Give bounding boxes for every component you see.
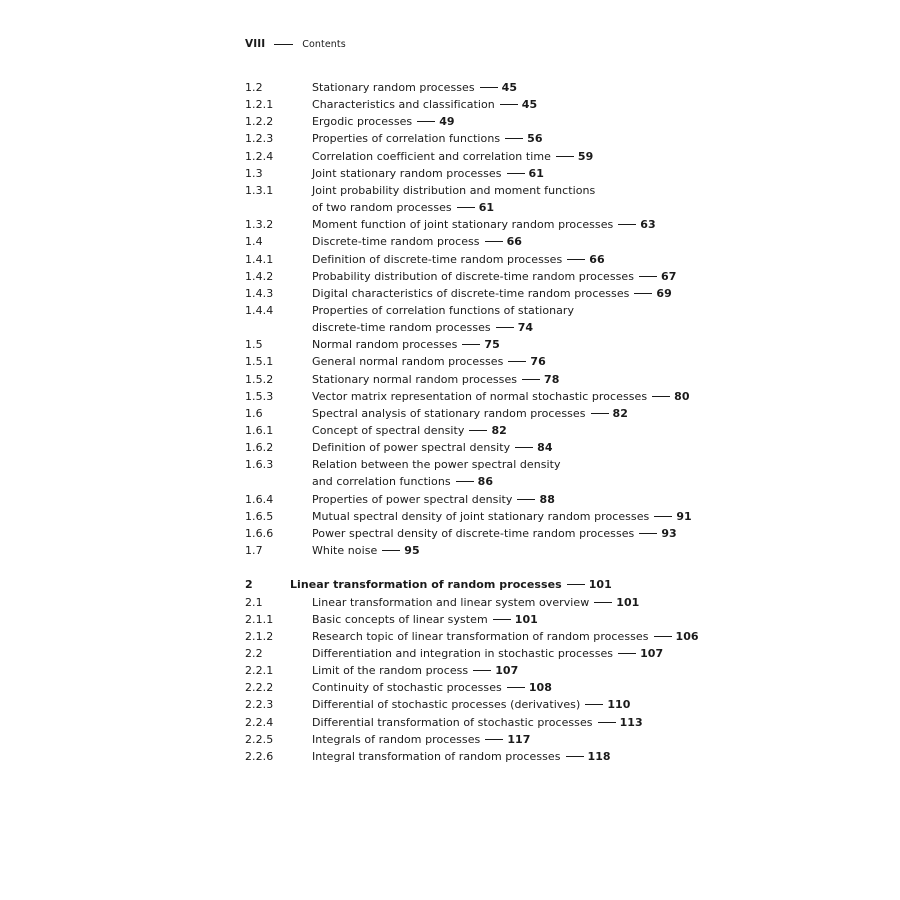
toc-entry-title-text: Characteristics and classification bbox=[312, 98, 495, 112]
toc-entry-number: 1.5 bbox=[245, 338, 263, 352]
toc-entry-title-text: Differentiation and integration in stochastic processes bbox=[312, 646, 614, 660]
toc-entry-number: 1.7 bbox=[245, 544, 263, 558]
toc-entry-title bbox=[312, 662, 518, 679]
toc-entry-title-text: Joint probability distribution and moment functions bbox=[312, 183, 596, 197]
toc-entry-title bbox=[312, 388, 690, 405]
toc-entry-page: 61 bbox=[478, 201, 495, 215]
toc-entry-title bbox=[312, 96, 537, 113]
toc-entry-number: 1.2.4 bbox=[245, 149, 274, 163]
toc-entry-page: 110 bbox=[607, 698, 631, 712]
toc-entry-number: 1.5.3 bbox=[245, 389, 274, 403]
toc-leader-dash bbox=[652, 396, 670, 397]
toc-entry-number: 1.2.3 bbox=[245, 132, 274, 146]
toc-entry-title bbox=[312, 491, 555, 508]
toc-entry-number: 1.6.2 bbox=[245, 441, 274, 455]
toc-entry-title bbox=[312, 645, 663, 662]
toc-entry-number: 2.1.2 bbox=[245, 629, 274, 643]
toc-leader-dash bbox=[456, 481, 474, 482]
toc-leader-dash bbox=[480, 87, 498, 88]
toc-entry-title bbox=[312, 473, 493, 490]
toc-leader-dash bbox=[485, 739, 503, 740]
toc-entry-page: 91 bbox=[676, 509, 692, 523]
toc-entry-page: 82 bbox=[491, 424, 507, 437]
toc-leader-dash bbox=[473, 670, 491, 671]
toc-entry-title-text: Stationary random processes bbox=[312, 81, 475, 94]
toc-entry-title-text: Research topic of linear transformation of random processes bbox=[312, 629, 649, 643]
toc-entry-page: 56 bbox=[527, 132, 543, 146]
toc-entry-title-text: discrete-time random processes bbox=[312, 321, 491, 335]
toc-entry-page: 118 bbox=[587, 749, 611, 763]
toc-entry-page: 75 bbox=[484, 338, 500, 352]
toc-leader-dash bbox=[485, 241, 503, 242]
toc-entry-title-text: Definition of power spectral density bbox=[312, 441, 511, 455]
toc-leader-dash bbox=[567, 259, 585, 260]
toc-entry-title-text: Digital characteristics of discrete-time random processes bbox=[312, 286, 630, 300]
toc-entry-number: 1.6.4 bbox=[245, 492, 274, 506]
toc-leader-dash bbox=[500, 104, 518, 105]
toc-leader-dash bbox=[507, 173, 525, 174]
page-number: VIII bbox=[245, 38, 266, 50]
toc-entry-page: 88 bbox=[539, 492, 555, 506]
toc-entry-title bbox=[312, 130, 543, 147]
toc-entry-number: 1.6.5 bbox=[245, 509, 274, 523]
running-head-dash bbox=[274, 44, 293, 45]
toc-entry-number: 1.6.6 bbox=[245, 526, 274, 540]
toc-entry-title bbox=[312, 216, 656, 233]
toc-entry-number: 2.2.4 bbox=[245, 715, 274, 729]
toc-entry-title-text: Properties of correlation functions bbox=[312, 132, 501, 146]
toc-leader-dash bbox=[508, 361, 526, 362]
toc-entry-title bbox=[312, 422, 507, 439]
toc-entry-title-text: Power spectral density of discrete-time random processes bbox=[312, 526, 635, 540]
toc-entry-title bbox=[312, 731, 530, 748]
toc-entry-page: 101 bbox=[588, 578, 612, 592]
toc-entry-number: 1.4.4 bbox=[245, 303, 274, 317]
toc-entry-page: 95 bbox=[404, 544, 420, 558]
toc-entry-title-text: Mutual spectral density of joint stationary random processes bbox=[312, 509, 650, 523]
toc-entry-title bbox=[312, 148, 593, 165]
toc-entry-title-text: Differential transformation of stochastic processes bbox=[312, 715, 593, 729]
toc-entry-title bbox=[312, 456, 561, 473]
toc-entry-number: 1.4 bbox=[245, 235, 263, 249]
toc-leader-dash bbox=[639, 533, 657, 534]
toc-entry-title-text: Properties of correlation functions of stationary bbox=[312, 303, 575, 317]
toc-entry-number: 2.2.2 bbox=[245, 681, 274, 695]
toc-leader-dash bbox=[462, 344, 480, 345]
toc-entry-title bbox=[312, 508, 692, 525]
toc-entry-number: 2.2.6 bbox=[245, 749, 274, 763]
toc-entry-page: 101 bbox=[514, 612, 538, 626]
toc-entry-title-text: Properties of power spectral density bbox=[312, 492, 513, 506]
toc-entry-title-text: Vector matrix representation of normal stochastic processes bbox=[312, 389, 648, 403]
toc-entry-number: 1.2 bbox=[245, 81, 263, 94]
toc-entry-number: 2.2 bbox=[245, 646, 263, 660]
toc-leader-dash bbox=[556, 156, 574, 157]
toc-entry-title-text: Joint stationary random processes bbox=[312, 166, 502, 180]
toc-entry-title bbox=[312, 353, 546, 370]
toc-entry-title bbox=[312, 525, 677, 542]
toc-entry-page: 86 bbox=[477, 475, 494, 489]
toc-entry-page: 106 bbox=[675, 629, 699, 643]
toc-entry-title-text: Limit of the random process bbox=[312, 664, 469, 678]
toc-entry-title bbox=[312, 302, 574, 319]
toc-entry-title bbox=[312, 268, 676, 285]
toc-entry-number: 2.2.3 bbox=[245, 698, 274, 712]
toc-leader-dash bbox=[639, 276, 657, 277]
toc-entry-title-text: Moment function of joint stationary random processes bbox=[312, 218, 614, 232]
toc-leader-dash bbox=[654, 636, 672, 637]
toc-entry-number: 1.5.2 bbox=[245, 372, 274, 386]
toc-leader-dash bbox=[417, 121, 435, 122]
toc-entry-number: 1.6.1 bbox=[245, 424, 274, 437]
toc-entry-page: 101 bbox=[616, 595, 640, 609]
toc-entry-number: 1.6.3 bbox=[245, 458, 274, 472]
toc-entry-page: 84 bbox=[537, 441, 553, 455]
toc-entry-number: 2.2.5 bbox=[245, 732, 274, 746]
toc-entry-number: 1.3.1 bbox=[245, 183, 274, 197]
toc-entry-title bbox=[312, 182, 595, 199]
toc-entry-title bbox=[312, 285, 672, 302]
toc-entry-title-text: Concept of spectral density bbox=[312, 424, 465, 437]
toc-leader-dash bbox=[507, 687, 525, 688]
toc-entry-page: 45 bbox=[501, 81, 518, 94]
toc-entry-page: 80 bbox=[674, 389, 690, 403]
toc-leader-dash bbox=[493, 619, 511, 620]
toc-entry-number: 1.6 bbox=[245, 406, 263, 420]
toc-entry-title-text: Differential of stochastic processes (derivatives) bbox=[312, 698, 581, 712]
toc-entry-page: 66 bbox=[506, 235, 523, 249]
toc-entry-title-text: Integral transformation of random processes bbox=[312, 749, 561, 763]
toc-entry-title-text: Ergodic processes bbox=[312, 115, 413, 129]
toc-entry-number: 1.4.1 bbox=[245, 252, 274, 266]
toc-leader-dash bbox=[382, 550, 400, 551]
toc-entry-title-text: Relation between the power spectral density bbox=[312, 458, 561, 472]
toc-entry-number: 1.4.2 bbox=[245, 269, 274, 283]
toc-entry-title bbox=[312, 405, 628, 422]
toc-entry-page: 93 bbox=[661, 526, 677, 540]
toc-entry-title bbox=[312, 233, 522, 250]
toc-entry-number: 2.2.1 bbox=[245, 664, 274, 678]
toc-entry-title bbox=[312, 371, 559, 388]
toc-entry-title bbox=[312, 439, 553, 456]
toc-entry-title bbox=[312, 594, 639, 611]
toc-entry-title bbox=[312, 336, 500, 353]
running-head-section: Contents bbox=[302, 38, 346, 50]
toc-entry-title-text: Discrete-time random process bbox=[312, 235, 480, 249]
toc-leader-dash bbox=[566, 756, 584, 757]
toc-entry-title-text: Spectral analysis of stationary random processes bbox=[312, 406, 586, 420]
toc-entry-title-text: of two random processes bbox=[312, 201, 452, 215]
toc-entry-title-text: General normal random processes bbox=[312, 355, 504, 369]
toc-entry-page: 45 bbox=[521, 98, 538, 112]
toc-entry-number: 2 bbox=[245, 578, 253, 592]
toc-entry-page: 108 bbox=[528, 681, 552, 695]
toc-entry-title bbox=[312, 679, 552, 696]
toc-entry-page: 78 bbox=[544, 372, 560, 386]
toc-entry-title bbox=[312, 696, 630, 713]
toc-entry-number: 2.1 bbox=[245, 595, 263, 609]
toc-entry-number: 1.2.2 bbox=[245, 115, 274, 129]
toc-entry-title bbox=[312, 165, 544, 182]
toc-entry-title-text: White noise bbox=[312, 544, 378, 558]
toc-entry-number: 1.3 bbox=[245, 166, 263, 180]
toc-entry-page: 76 bbox=[530, 355, 546, 369]
toc-entry-title bbox=[312, 748, 611, 765]
toc-entry-number: 1.5.1 bbox=[245, 355, 274, 369]
toc-leader-dash bbox=[585, 704, 603, 705]
toc-entry-title-text: Correlation coefficient and correlation time bbox=[312, 149, 551, 163]
toc-leader-dash bbox=[522, 379, 540, 380]
toc-entry-title bbox=[290, 576, 612, 593]
toc-entry-page: 117 bbox=[507, 732, 531, 746]
toc-entry-title-text: Linear transformation and linear system overview bbox=[312, 595, 590, 609]
toc-entry-title bbox=[312, 113, 455, 130]
toc-entry-number: 1.2.1 bbox=[245, 98, 274, 112]
toc-entry-title bbox=[312, 542, 420, 559]
toc-entry-title bbox=[312, 79, 517, 96]
toc-leader-dash bbox=[634, 293, 652, 294]
toc-leader-dash bbox=[496, 327, 514, 328]
toc-entry-title-text: Definition of discrete-time random processes bbox=[312, 252, 563, 266]
toc-entry-page: 66 bbox=[589, 252, 605, 266]
toc-leader-dash bbox=[618, 653, 636, 654]
toc-leader-dash bbox=[515, 447, 533, 448]
toc-entry-page: 59 bbox=[577, 149, 594, 163]
toc-entry-title-text: Normal random processes bbox=[312, 338, 458, 352]
toc-entry-page: 67 bbox=[661, 269, 677, 283]
toc-leader-dash bbox=[457, 207, 475, 208]
toc-entry-title-text: Continuity of stochastic processes bbox=[312, 681, 502, 695]
toc-entry-number: 1.3.2 bbox=[245, 218, 274, 232]
toc-entry-page: 74 bbox=[517, 321, 534, 335]
toc-entry-number: 2.1.1 bbox=[245, 612, 274, 626]
toc-leader-dash bbox=[517, 499, 535, 500]
toc-leader-dash bbox=[591, 413, 609, 414]
toc-entry-title-text: Integrals of random processes bbox=[312, 732, 481, 746]
toc-leader-dash bbox=[505, 138, 523, 139]
toc-entry-page: 49 bbox=[439, 115, 455, 129]
toc-entry-title bbox=[312, 611, 538, 628]
toc-entry-page: 113 bbox=[619, 715, 643, 729]
toc-leader-dash bbox=[469, 430, 487, 431]
toc-entry-page: 107 bbox=[640, 646, 664, 660]
toc-entry-title-text: Linear transformation of random processes bbox=[290, 578, 562, 592]
toc-entry-title bbox=[312, 319, 533, 336]
toc-entry-page: 69 bbox=[656, 286, 672, 300]
toc-leader-dash bbox=[654, 516, 672, 517]
toc-entry-page: 107 bbox=[495, 664, 519, 678]
toc-leader-dash bbox=[594, 602, 612, 603]
toc-entry-page: 61 bbox=[528, 166, 544, 180]
toc-leader-dash bbox=[598, 722, 616, 723]
toc-leader-dash bbox=[618, 224, 636, 225]
toc-leader-dash bbox=[567, 584, 585, 585]
toc-entry-page: 82 bbox=[612, 406, 628, 420]
running-head bbox=[245, 36, 346, 52]
toc-entry-title-text: Basic concepts of linear system bbox=[312, 612, 488, 626]
toc-entry-title bbox=[312, 251, 605, 268]
toc-entry-number: 1.4.3 bbox=[245, 286, 274, 300]
toc-entry-page: 63 bbox=[640, 218, 656, 232]
toc-entry-title bbox=[312, 714, 643, 731]
toc-entry-title bbox=[312, 628, 699, 645]
toc-entry-title-text: Probability distribution of discrete-time random processes bbox=[312, 269, 635, 283]
toc-entry-title bbox=[312, 199, 494, 216]
toc-entry-title-text: and correlation functions bbox=[312, 475, 451, 489]
toc-entry-title-text: Stationary normal random processes bbox=[312, 372, 518, 386]
